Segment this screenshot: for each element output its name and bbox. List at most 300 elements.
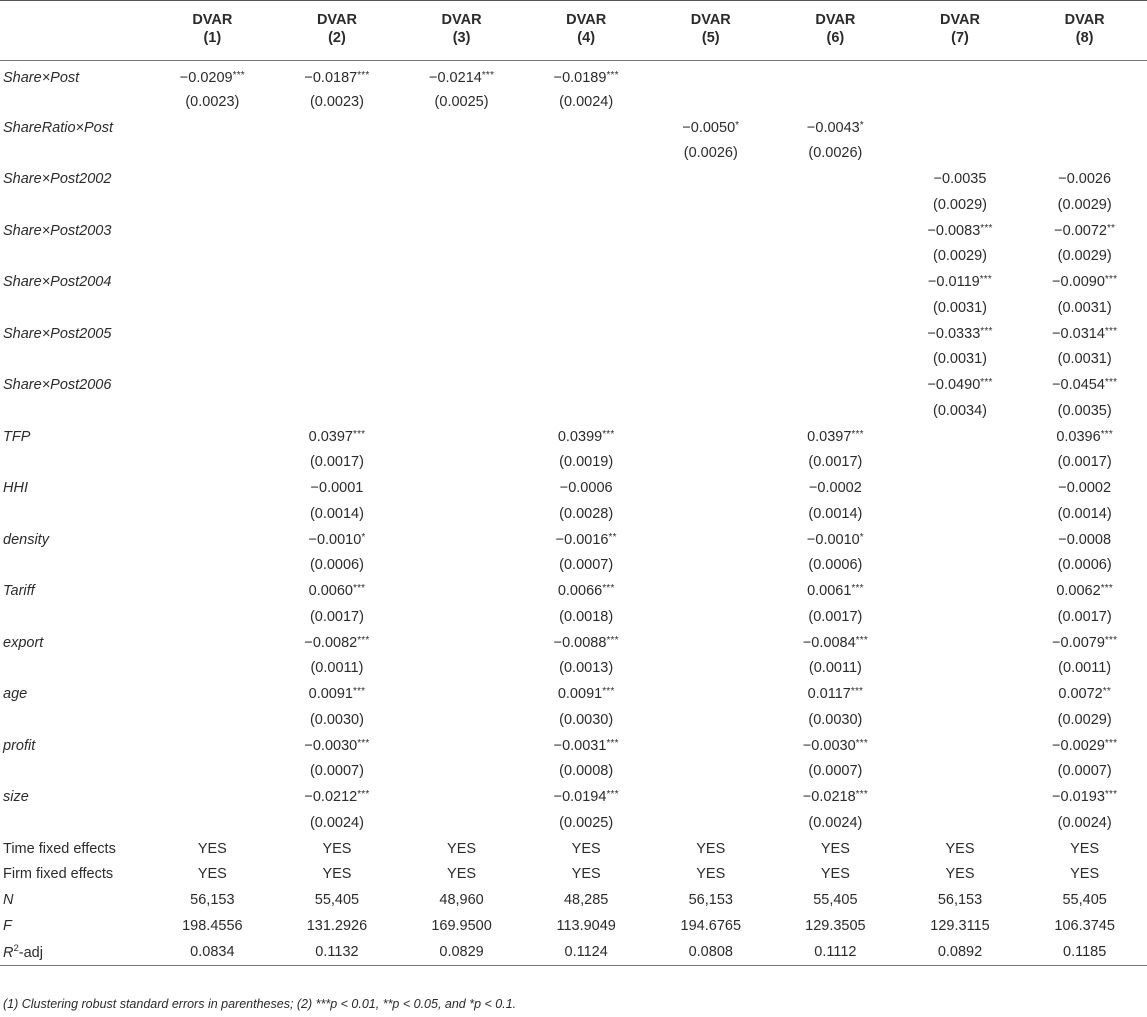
- table-row: [0, 475, 1147, 501]
- table-cell: [1022, 372, 1147, 398]
- table-cell: [275, 192, 400, 218]
- table-cell: (0.0024): [559, 93, 614, 110]
- table-cell: (0.0030): [309, 711, 364, 728]
- significance-stars: ***: [602, 583, 615, 595]
- table-cell: (0.0029): [932, 196, 987, 213]
- table-cell: 0.1185: [1022, 939, 1147, 965]
- significance-stars: ***: [232, 69, 245, 81]
- table-cell: −0.0035: [933, 171, 987, 188]
- table-cell: [524, 218, 649, 244]
- cell-value: −0.0010: [806, 531, 860, 548]
- table-cell: 0.1124: [524, 939, 649, 965]
- column-header-dvar: DVAR: [690, 12, 731, 28]
- row-label: [0, 553, 150, 579]
- table-cell: (0.0029): [1057, 711, 1112, 728]
- table-cell: [399, 475, 524, 501]
- table-cell: [898, 475, 1023, 501]
- row-label-superscript: 2: [13, 942, 19, 954]
- table-cell: [275, 115, 400, 141]
- table-row-std-error: [0, 141, 1147, 167]
- table-cell: (0.0026): [683, 145, 738, 162]
- table-cell: YES: [945, 840, 975, 857]
- table-cell: [648, 759, 773, 785]
- table-cell: [399, 759, 524, 785]
- table-cell: [648, 424, 773, 450]
- table-cell: [1022, 733, 1147, 759]
- cell-value: −0.0050: [682, 119, 736, 136]
- cell-value: −0.0212: [304, 789, 358, 806]
- cell-value: −0.0209: [179, 69, 233, 86]
- table-cell: [524, 295, 649, 321]
- table-cell: (0.0026): [808, 145, 863, 162]
- table-cell: [399, 61, 524, 90]
- table-cell: [773, 269, 898, 295]
- table-cell: [648, 244, 773, 270]
- cell-value: −0.0454: [1052, 377, 1105, 394]
- header-corner-bottom: [0, 28, 150, 61]
- table-cell: 131.2926: [306, 917, 368, 934]
- table-cell: YES: [571, 840, 601, 857]
- table-cell: [399, 269, 524, 295]
- table-row: [0, 218, 1147, 244]
- column-number: (6): [773, 28, 898, 61]
- table-cell: 0.0829: [399, 939, 524, 965]
- table-cell: [399, 295, 524, 321]
- table-row: [0, 733, 1147, 759]
- table-cell: (0.0018): [559, 608, 614, 625]
- table-cell: [275, 784, 400, 810]
- table-cell: [275, 398, 400, 424]
- table-cell: [1022, 321, 1147, 347]
- header-row-dependent-variable: [0, 1, 1147, 29]
- table-cell: [648, 784, 773, 810]
- column-header-dvar: DVAR: [566, 12, 607, 28]
- table-cell: [773, 527, 898, 553]
- table-cell: [399, 321, 524, 347]
- table-cell: (0.0006): [808, 557, 863, 574]
- table-cell: [399, 681, 524, 707]
- table-row-std-error: [0, 450, 1147, 476]
- table-cell: (0.0017): [808, 608, 863, 625]
- cell-value: −0.0314: [1052, 325, 1105, 342]
- row-label: TFP: [3, 428, 31, 445]
- table-cell: [524, 372, 649, 398]
- row-label: [0, 939, 150, 965]
- table-cell: [275, 269, 400, 295]
- cell-value: −0.0030: [304, 737, 358, 754]
- table-cell: [524, 398, 649, 424]
- table-cell: [150, 733, 275, 759]
- column-header-dvar: DVAR: [441, 12, 482, 28]
- significance-stars: ***: [1104, 737, 1118, 749]
- row-label: Share×Post2003: [3, 222, 112, 239]
- table-cell: (0.0011): [1058, 660, 1112, 677]
- cell-value: −0.0088: [553, 634, 607, 651]
- table-cell: YES: [322, 840, 352, 857]
- table-cell: YES: [197, 840, 227, 857]
- table-cell: 48,960: [439, 892, 484, 909]
- column-header-dvar: DVAR: [192, 12, 233, 28]
- row-label: export: [3, 634, 44, 651]
- table-cell: [399, 115, 524, 141]
- cell-value: −0.0119: [927, 274, 980, 291]
- row-label: Share×Post2005: [3, 325, 112, 342]
- table-cell: [1022, 424, 1147, 450]
- column-header-dvar: DVAR: [1064, 12, 1105, 28]
- significance-stars: ***: [855, 789, 868, 801]
- table-cell: [150, 707, 275, 733]
- table-cell: [773, 61, 898, 90]
- table-cell: YES: [820, 840, 850, 857]
- table-cell: [150, 192, 275, 218]
- table-cell: [648, 398, 773, 424]
- significance-stars: ***: [1104, 325, 1118, 337]
- cell-value: −0.0193: [1052, 789, 1105, 806]
- table-cell: [773, 398, 898, 424]
- table-row-std-error: [0, 295, 1147, 321]
- table-cell: (0.0017): [1057, 454, 1112, 471]
- column-header-dvar: DVAR: [939, 12, 980, 28]
- table-cell: (0.0007): [309, 763, 364, 780]
- table-cell: [524, 192, 649, 218]
- table-cell: −0.0001: [310, 480, 364, 497]
- row-label: [0, 501, 150, 527]
- significance-stars: ***: [481, 69, 495, 81]
- table-cell: (0.0014): [309, 505, 364, 522]
- significance-stars: **: [1106, 222, 1116, 234]
- cell-value: −0.0187: [304, 69, 358, 86]
- table-cell: [898, 269, 1023, 295]
- row-label: Share×Post2004: [3, 274, 112, 291]
- table-row: [0, 166, 1147, 192]
- table-row: [0, 372, 1147, 398]
- table-row-std-error: [0, 192, 1147, 218]
- table-cell: [399, 501, 524, 527]
- cell-value: −0.0194: [553, 789, 607, 806]
- table-cell: [150, 61, 275, 90]
- cell-value: −0.0333: [927, 325, 981, 342]
- table-cell: 48,285: [563, 892, 609, 909]
- table-cell: [399, 424, 524, 450]
- table-cell: [898, 61, 1023, 90]
- table-cell: (0.0035): [1057, 402, 1112, 419]
- table-row: [0, 862, 1147, 888]
- table-cell: 0.0892: [898, 939, 1023, 965]
- table-cell: [898, 527, 1023, 553]
- table-cell: [898, 707, 1023, 733]
- cell-value: −0.0079: [1052, 634, 1105, 651]
- table-cell: −0.0006: [559, 480, 613, 497]
- table-cell: [773, 192, 898, 218]
- cell-value: 0.0397: [308, 428, 353, 445]
- table-cell: [898, 759, 1023, 785]
- table-cell: [399, 630, 524, 656]
- row-label: Share×Post2002: [3, 171, 112, 188]
- table-cell: −0.0026: [1058, 171, 1112, 188]
- table-cell: [150, 656, 275, 682]
- table-cell: [150, 218, 275, 244]
- table-body: [0, 61, 1147, 966]
- cell-value: −0.0189: [553, 69, 607, 86]
- table-row: [0, 321, 1147, 347]
- column-number: (7): [898, 28, 1023, 61]
- table-cell: (0.0013): [559, 660, 614, 677]
- table-cell: (0.0017): [808, 454, 863, 471]
- table-cell: YES: [945, 866, 975, 883]
- table-cell: [898, 141, 1023, 167]
- cell-value: −0.0072: [1054, 222, 1107, 239]
- table-row: [0, 115, 1147, 141]
- row-label: Time fixed effects: [3, 840, 116, 857]
- table-cell: (0.0006): [309, 557, 364, 574]
- table-cell: (0.0030): [559, 711, 614, 728]
- table-cell: [648, 656, 773, 682]
- table-cell: [150, 115, 275, 141]
- table-cell: [1022, 269, 1147, 295]
- table-cell: (0.0007): [808, 763, 863, 780]
- table-cell: [1022, 61, 1147, 90]
- table-cell: YES: [696, 840, 726, 857]
- table-cell: [275, 733, 400, 759]
- cell-value: −0.0083: [927, 222, 981, 239]
- cell-value: −0.0031: [553, 737, 607, 754]
- table-cell: [773, 347, 898, 373]
- table-cell: 55,405: [1062, 892, 1107, 909]
- table-cell: YES: [820, 866, 850, 883]
- table-cell: (0.0007): [559, 557, 614, 574]
- significance-stars: ***: [1100, 428, 1113, 440]
- cell-value: −0.0016: [555, 531, 609, 548]
- table-row-std-error: [0, 89, 1147, 115]
- table-cell: [898, 784, 1023, 810]
- row-label: HHI: [3, 480, 28, 497]
- table-cell: [648, 61, 773, 90]
- cell-value: 0.0399: [557, 428, 603, 445]
- row-label: age: [3, 686, 28, 703]
- table-cell: YES: [1070, 866, 1100, 883]
- table-cell: [648, 475, 773, 501]
- table-row-std-error: [0, 759, 1147, 785]
- table-cell: [898, 578, 1023, 604]
- cell-value: −0.0084: [802, 634, 856, 651]
- table-cell: (0.0024): [1057, 814, 1112, 831]
- table-row-std-error: [0, 810, 1147, 836]
- row-label: Share×Post2006: [3, 377, 112, 394]
- table-cell: (0.0030): [808, 711, 863, 728]
- table-cell: [648, 604, 773, 630]
- row-label: [0, 89, 150, 115]
- table-cell: [150, 269, 275, 295]
- column-header-dvar: DVAR: [316, 12, 357, 28]
- table-row-std-error: [0, 347, 1147, 373]
- table-cell: (0.0006): [1057, 557, 1112, 574]
- table-cell: (0.0031): [1057, 299, 1112, 316]
- table-cell: [399, 527, 524, 553]
- table-cell: [648, 347, 773, 373]
- table-cell: (0.0014): [808, 505, 863, 522]
- table-cell: YES: [696, 866, 726, 883]
- table-cell: [275, 218, 400, 244]
- table-cell: −0.0002: [1058, 480, 1112, 497]
- table-cell: [150, 604, 275, 630]
- table-cell: [524, 166, 649, 192]
- table-cell: [524, 244, 649, 270]
- table-cell: [150, 295, 275, 321]
- table-cell: (0.0024): [309, 814, 364, 831]
- table-cell: [648, 578, 773, 604]
- significance-stars: ***: [352, 428, 366, 440]
- row-label: [0, 707, 150, 733]
- table-cell: [648, 810, 773, 836]
- table-row: [0, 424, 1147, 450]
- table-cell: [150, 321, 275, 347]
- table-cell: [150, 141, 275, 167]
- table-cell: [150, 630, 275, 656]
- table-row: [0, 784, 1147, 810]
- cell-value: 0.0396: [1056, 428, 1101, 445]
- table-cell: 55,405: [813, 892, 858, 909]
- table-cell: 0.1132: [275, 939, 400, 965]
- table-cell: [524, 784, 649, 810]
- significance-stars: *: [859, 119, 864, 131]
- table-footnote: (1) Clustering robust standard errors in parentheses; (2) ***p < 0.01, **p < 0.05, and *p < 0.1.: [3, 997, 517, 1011]
- significance-stars: ***: [606, 789, 619, 801]
- table-cell: [898, 450, 1023, 476]
- table-cell: [150, 347, 275, 373]
- table-cell: (0.0024): [808, 814, 863, 831]
- table-cell: 169.9500: [431, 917, 492, 934]
- table-cell: [275, 141, 400, 167]
- table-cell: [399, 604, 524, 630]
- significance-stars: ***: [979, 274, 992, 286]
- table-cell: [648, 527, 773, 553]
- table-cell: (0.0034): [932, 402, 987, 419]
- table-cell: [773, 244, 898, 270]
- table-cell: [399, 192, 524, 218]
- table-cell: [648, 321, 773, 347]
- significance-stars: ***: [606, 69, 619, 81]
- row-label: [0, 810, 150, 836]
- table-row-std-error: [0, 553, 1147, 579]
- table-cell: [898, 681, 1023, 707]
- table-cell: [524, 347, 649, 373]
- significance-stars: ***: [1100, 583, 1113, 595]
- table-row: [0, 61, 1147, 90]
- table-row: [0, 887, 1147, 913]
- table-cell: [150, 784, 275, 810]
- table-cell: [399, 141, 524, 167]
- table-cell: [150, 424, 275, 450]
- table-row-std-error: [0, 707, 1147, 733]
- table-cell: [898, 630, 1023, 656]
- table-cell: [1022, 89, 1147, 115]
- table-cell: (0.0011): [808, 660, 862, 677]
- table-row-std-error: [0, 656, 1147, 682]
- table-cell: [773, 424, 898, 450]
- table-cell: [773, 630, 898, 656]
- table-cell: (0.0014): [1057, 505, 1112, 522]
- table-cell: [399, 578, 524, 604]
- table-cell: [648, 707, 773, 733]
- table-cell: (0.0028): [559, 505, 614, 522]
- row-label: [0, 604, 150, 630]
- table-cell: [275, 321, 400, 347]
- table-cell: [898, 604, 1023, 630]
- table-cell: YES: [571, 866, 601, 883]
- header-corner: [0, 1, 150, 29]
- table-cell: [648, 166, 773, 192]
- table-cell: [275, 424, 400, 450]
- table-cell: [648, 295, 773, 321]
- column-number: (5): [648, 28, 773, 61]
- table-cell: [150, 398, 275, 424]
- table-cell: 0.0834: [150, 939, 275, 965]
- table-cell: [898, 372, 1023, 398]
- table-cell: [524, 578, 649, 604]
- table-cell: [275, 527, 400, 553]
- row-label: size: [3, 789, 29, 806]
- table-cell: YES: [447, 866, 477, 883]
- cell-value: −0.0218: [802, 789, 856, 806]
- column-number: (4): [524, 28, 649, 61]
- row-label: Tariff: [3, 583, 35, 600]
- table-cell: (0.0007): [1057, 763, 1112, 780]
- significance-stars: *: [859, 531, 864, 543]
- table-cell: [524, 733, 649, 759]
- table-cell: [773, 681, 898, 707]
- row-label: [0, 656, 150, 682]
- significance-stars: ***: [1104, 789, 1118, 801]
- table-cell: [399, 810, 524, 836]
- table-cell: [275, 578, 400, 604]
- table-cell: [648, 218, 773, 244]
- table-cell: [150, 553, 275, 579]
- table-cell: [898, 89, 1023, 115]
- table-cell: [898, 115, 1023, 141]
- cell-value: 0.0060: [308, 583, 353, 600]
- table-cell: [150, 372, 275, 398]
- table-cell: [648, 89, 773, 115]
- cell-value: 0.0072: [1058, 686, 1103, 703]
- table-row-std-error: [0, 398, 1147, 424]
- table-cell: [773, 578, 898, 604]
- significance-stars: ***: [357, 634, 370, 646]
- significance-stars: ***: [352, 583, 366, 595]
- table-cell: (0.0019): [559, 454, 614, 471]
- cell-value: −0.0010: [308, 531, 362, 548]
- cell-value: 0.0066: [557, 583, 603, 600]
- table-cell: (0.0029): [932, 248, 987, 265]
- table-cell: −0.0002: [808, 480, 862, 497]
- row-label: [0, 450, 150, 476]
- table-cell: [399, 166, 524, 192]
- table-row: [0, 681, 1147, 707]
- table-cell: (0.0011): [310, 660, 364, 677]
- significance-stars: ***: [1104, 634, 1118, 646]
- table-cell: [773, 218, 898, 244]
- significance-stars: ***: [352, 686, 366, 698]
- cell-value: 0.0397: [807, 428, 852, 445]
- table-cell: [275, 166, 400, 192]
- table-cell: [648, 372, 773, 398]
- table-cell: 129.3505: [805, 917, 866, 934]
- cell-value: −0.0082: [304, 634, 358, 651]
- table-cell: [648, 115, 773, 141]
- table-cell: [898, 810, 1023, 836]
- row-label: F: [3, 917, 12, 934]
- cell-value: −0.0029: [1052, 737, 1105, 754]
- row-label: [0, 141, 150, 167]
